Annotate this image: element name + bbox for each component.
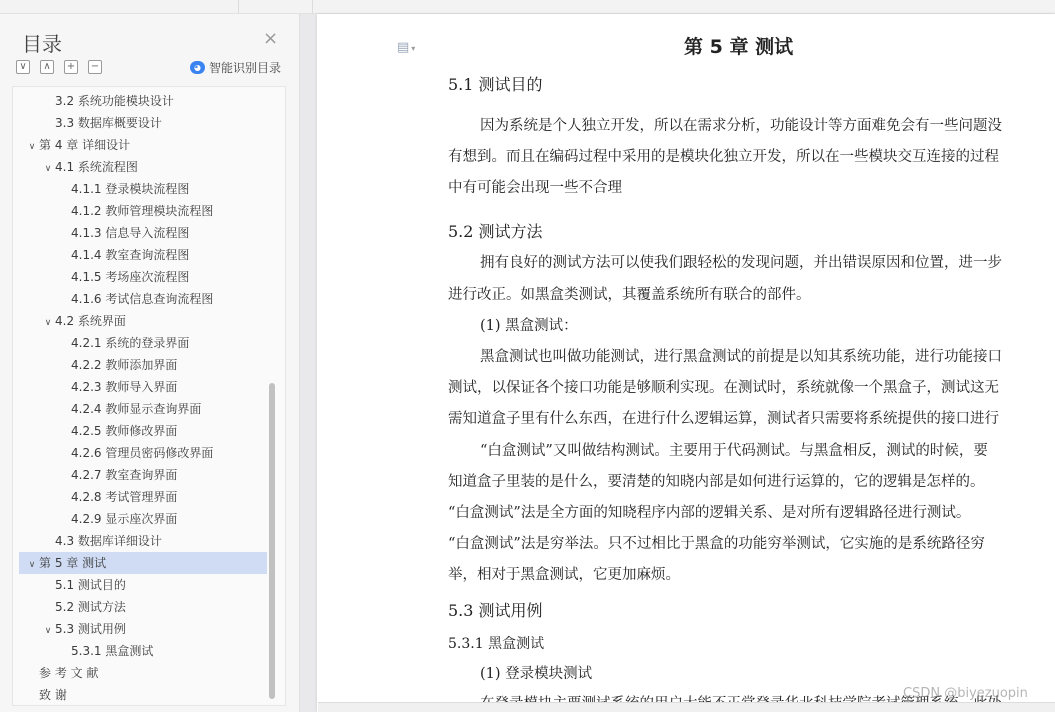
paragraph-line: “白盒测试”又叫做结构测试。主要用于代码测试。与黑盒相反，测试的时候，要 [480,443,988,459]
ruler-tick [238,0,239,14]
toc-item[interactable] [19,90,267,112]
toc-sidebar [0,14,300,712]
toc-item[interactable] [19,222,267,244]
chapter-title: 第 5 章 测试 [684,36,794,58]
toc-item-label: 4.2.7 教室查询界面 [71,468,178,482]
remove-heading-icon[interactable]: − [88,60,102,74]
toc-item-label: 4.1.4 教室查询流程图 [71,248,190,262]
toc-item[interactable] [19,266,267,288]
toc-item-label: 4.2.4 教师显示查询界面 [71,402,202,416]
toc-item[interactable] [19,178,267,200]
toc-item-label: 4.2.2 教师添加界面 [71,358,178,372]
toc-item[interactable] [19,244,267,266]
horizontal-scrollbar[interactable] [318,702,1055,712]
watermark: CSDN @biyezuopin [903,686,1028,701]
toc-item[interactable] [19,398,267,420]
toc-item[interactable] [19,530,267,552]
toc-item-label: 4.2.9 显示座次界面 [71,512,178,526]
toc-item-label: 3.2 系统功能模块设计 [55,94,174,108]
toc-item-label: 参 考 文 献 [39,666,99,680]
toc-item-label: 5.1 测试目的 [55,578,126,592]
chevron-down-icon[interactable]: ∨ [28,560,36,570]
paragraph-line: 黑盒测试也叫做功能测试，进行黑盒测试的前提是以知其系统功能，进行功能接口 [480,349,1002,365]
smart-toc-label: 智能识别目录 [209,61,282,75]
document-area [301,14,1055,712]
close-icon[interactable]: × [263,28,279,49]
toc-item[interactable] [19,508,267,530]
toc-item[interactable] [19,376,267,398]
document-page [317,14,1055,712]
chevron-down-icon[interactable]: ∨ [44,164,52,174]
toc-item-label: 4.2.6 管理员密码修改界面 [71,446,214,460]
toc-item-label: 4.1.2 教师管理模块流程图 [71,204,214,218]
toc-item[interactable] [19,156,267,178]
toc-item[interactable] [19,552,267,574]
section-heading: 5.2 测试方法 [448,222,543,241]
ai-icon: ◕ [190,61,205,74]
paragraph-line: 需知道盒子里有什么东西，在进行什么逻辑运算，测试者只需要将系统提供的接口进行 [448,411,999,427]
section-heading: 5.1 测试目的 [448,75,543,94]
section-heading: 5.3 测试用例 [448,601,543,620]
toc-item-label: 4.1.1 登录模块流程图 [71,182,190,196]
toc-item-label: 5.3.1 黑盒测试 [71,644,154,658]
toc-item-label: 4.2.5 教师修改界面 [71,424,178,438]
toc-list [12,86,286,706]
toc-item[interactable] [19,596,267,618]
toc-item[interactable] [19,618,267,640]
toc-item[interactable] [19,332,267,354]
toc-item-label: 5.3 测试用例 [55,622,126,636]
toc-toolbar [16,60,102,74]
toc-item-label: 3.3 数据库概要设计 [55,116,162,130]
page-options-icon[interactable]: ▤ ▾ [397,40,416,55]
chevron-down-icon[interactable]: ∨ [44,626,52,636]
toc-item-label: 4.2.3 教师导入界面 [71,380,178,394]
toc-item-label: 5.2 测试方法 [55,600,126,614]
add-heading-icon[interactable]: + [64,60,78,74]
chevron-down-icon[interactable]: ∨ [44,318,52,328]
toc-item[interactable] [19,442,267,464]
toc-item-label: 4.3 数据库详细设计 [55,534,162,548]
toc-item-label: 4.2.1 系统的登录界面 [71,336,190,350]
toc-item[interactable] [19,134,267,156]
paragraph-line: 测试，以保证各个接口功能是够顺利实现。在测试时，系统就像一个黑盒子，测试这无 [448,380,999,396]
paragraph-line: 拥有良好的测试方法可以使我们跟轻松的发现问题，并出错误原因和位置，进一步 [480,255,1002,271]
paragraph-line: (1) 黑盒测试： [480,318,578,334]
toc-item[interactable] [19,112,267,134]
toc-item-label: 4.1.3 信息导入流程图 [71,226,190,240]
toc-item[interactable] [19,200,267,222]
toc-item[interactable] [19,420,267,442]
paragraph-line: 因为系统是个人独立开发，所以在需求分析，功能设计等方面难免会有一些问题没 [480,118,1002,134]
paragraph-line: 有想到。而且在编码过程中采用的是模块化独立开发，所以在一些模块交互连接的过程 [448,149,999,165]
toc-item[interactable] [19,574,267,596]
toc-item[interactable] [19,288,267,310]
toc-item-label: 第 4 章 详细设计 [39,138,131,152]
paragraph-line: 进行改正。如黑盒类测试，其覆盖系统所有联合的部件。 [448,287,811,303]
toc-item[interactable] [19,310,267,332]
toc-item[interactable] [19,354,267,376]
toc-item[interactable] [19,464,267,486]
paragraph-line: 知道盒子里装的是什么，要清楚的知晓内部是如何进行运算的，它的逻辑是怎样的。 [448,474,985,490]
smart-toc-button[interactable] [190,59,281,76]
toc-item-label: 4.1 系统流程图 [55,160,138,174]
toc-item[interactable] [19,684,267,706]
paragraph-line: 中有可能会出现一些不合理 [448,180,622,196]
sidebar-title: 目录 [22,32,62,56]
toc-item[interactable] [19,640,267,662]
toc-scrollbar[interactable] [269,383,275,699]
ruler-tick [312,0,313,14]
top-ruler [0,0,1055,14]
toc-item-label: 致 谢 [39,688,67,702]
toc-item-label: 4.1.6 考试信息查询流程图 [71,292,214,306]
paragraph-line: “白盒测试”法是穷举法。只不过相比于黑盒的功能穷举测试，它实施的是系统路径穷 [448,536,985,552]
toc-item[interactable] [19,662,267,684]
paragraph-line: 举，相对于黑盒测试，它更加麻烦。 [448,567,680,583]
toc-item-label: 4.2.8 考试管理界面 [71,490,178,504]
toc-item-label: 第 5 章 测试 [39,556,107,570]
paragraph-line: “白盒测试”法是全方面的知晓程序内部的逻辑关系、是对所有逻辑路径进行测试。 [448,505,971,521]
toc-item[interactable] [19,486,267,508]
chevron-down-icon[interactable]: ∨ [28,142,36,152]
toc-item-label: 4.2 系统界面 [55,314,126,328]
subsection-heading: 5.3.1 黑盒测试 [448,636,545,652]
toc-item-label: 4.1.5 考场座次流程图 [71,270,190,284]
paragraph-line: (1) 登录模块测试 [480,666,593,682]
expand-level-icon[interactable]: ∧ [40,60,54,74]
collapse-all-icon[interactable]: ∨ [16,60,30,74]
